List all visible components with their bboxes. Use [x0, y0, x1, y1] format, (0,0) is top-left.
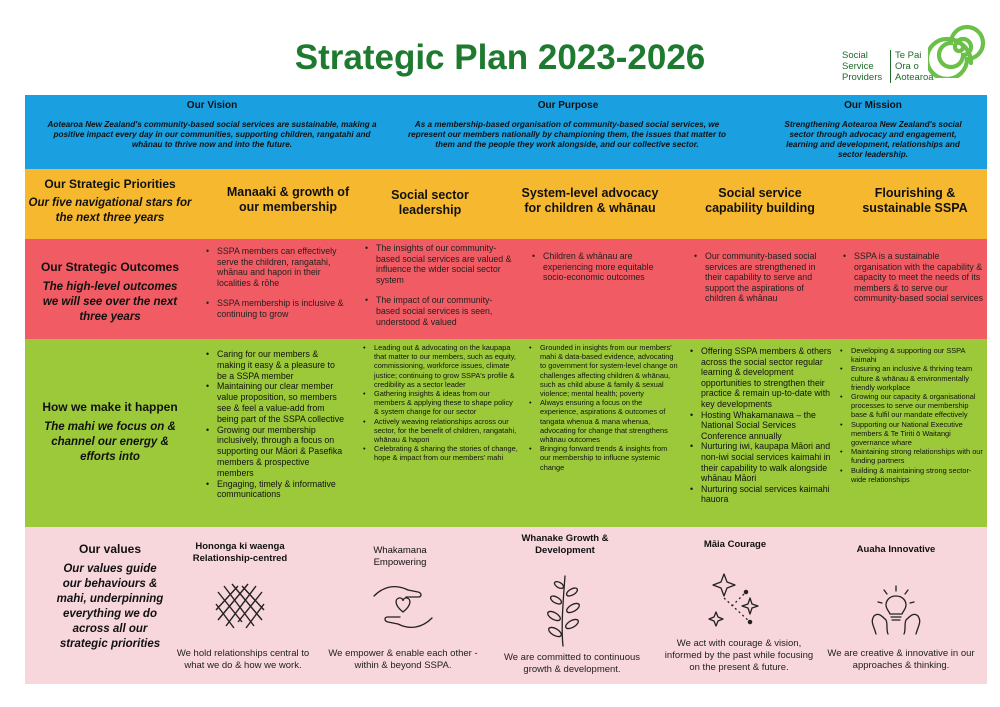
- outcomes-list-5: [843, 251, 985, 314]
- list-item: • Maintaining strong relationships with our funding partners: [840, 447, 986, 465]
- priorities-subtext: Our five navigational stars for the next three years: [28, 197, 192, 224]
- priority-column-4: Social service capability building: [705, 186, 815, 215]
- list-item: • Maintaining our clear member value proposition, so members see & feel a value-add from being part of the SSPA collective: [206, 381, 346, 424]
- value-name-innovative: Auaha Innovative: [856, 544, 936, 555]
- value-desc-empowering: We empower & enable each other - within & beyond SSPA.: [328, 648, 478, 671]
- list-item: • Ensuring an inclusive & thriving team culture & whānau & environmentally friendly workplace: [840, 364, 986, 392]
- value-name-growth: Whanake Growth & Development: [521, 533, 609, 556]
- list-item: • Hosting Whakamanawa – the National Social Services Conference annually: [690, 410, 840, 442]
- list-item: • Growing our membership inclusively, through a focus on supporting our Māori & Pasefika members & prospective members: [206, 425, 346, 479]
- list-item: • Nurturing iwi, kaupapa Māori and non-iwi social services kaimahi in their capability to walk alongside whānau Māori: [690, 441, 840, 483]
- value-desc-relationship: We hold relationships central to what we do & how we work.: [176, 648, 310, 671]
- list-item: • Bringing forward trends & insights from our membership to influcne systemic change: [529, 444, 679, 472]
- outcomes-heading: Our Strategic Outcomes: [40, 260, 180, 274]
- list-item: • Nurturing social services kaimahi hauora: [690, 484, 840, 505]
- spiral-logo-icon: [928, 16, 990, 78]
- list-item: • SSPA is a sustainable organisation with the capability & capacity to meet the needs of its members & to serve our community-based social services: [843, 251, 985, 304]
- list-item: • The insights of our community-based social services are valued & influence the wider social sector system: [365, 243, 513, 285]
- outcomes-list-2: [365, 243, 513, 337]
- stars-icon: [706, 570, 768, 630]
- priority-column-2: Social sector leadership: [391, 188, 469, 217]
- list-item: • Celebrating & sharing the stories of change, hope & impact from our members' mahi: [363, 444, 518, 462]
- list-item: • Offering SSPA members & others across the social sector regular learning & development opportunities to strengthen their practice & remain up-to-date with key developments: [690, 346, 840, 410]
- list-item: • Actively weaving relationships across our sector, for the benefit of children, rangatahi, whānau & hapori: [363, 417, 518, 445]
- priorities-heading: Our Strategic Priorities: [44, 177, 176, 191]
- value-name-relationship: Hononga ki waenga Relationship-centred: [192, 541, 288, 564]
- value-desc-growth: We are committed to continuous growth & development.: [503, 652, 641, 675]
- hands-heart-icon: [370, 578, 436, 636]
- value-desc-courage: We act with courage & vision, informed by the past while focusing on the present & future.: [664, 638, 814, 673]
- how-list-3: [529, 343, 679, 472]
- priorities-label: [25, 177, 195, 226]
- outcomes-list-3: [532, 251, 672, 293]
- values-subtext: Our values guide our behaviours & mahi, underpinning everything we do across all our strategic priorities: [56, 563, 164, 650]
- how-list-4: [690, 346, 840, 505]
- list-item: • Gathering insights & ideas from our members & applying these to shape policy & system change for our sector: [363, 389, 518, 417]
- how-label: [25, 400, 195, 465]
- list-item: • SSPA membership is inclusive & continuing to grow: [206, 298, 354, 319]
- logo-text-maori: Te Pai Ora o Aotearoa: [890, 50, 934, 83]
- lightbulb-mind-icon: [864, 574, 928, 638]
- list-item: • SSPA members can effectively serve the children, rangatahi, whānau and hapori in their localities & rōhe: [206, 246, 354, 288]
- outcomes-label: [25, 260, 195, 325]
- list-item: • The impact of our community-based social services is seen, understood & valued: [365, 295, 513, 327]
- value-desc-innovative: We are creative & innovative in our approaches & thinking.: [827, 648, 975, 671]
- list-item: • Children & whānau are experiencing more equitable socio-economic outcomes: [532, 251, 672, 283]
- logo-text-english: Social Service Providers: [842, 50, 883, 83]
- how-list-5: [840, 346, 986, 484]
- list-item: • Grounded in insights from our members' mahi & data-based evidence, advocating to government for system-level change on challenges affecting children & whānau, such as child abuse & family & sexual violence; mental health; poverty: [529, 343, 679, 398]
- outcomes-list-4: [694, 251, 834, 314]
- how-list-2: [363, 343, 518, 463]
- list-item: • Building & maintaining strong sector-wide relationships: [840, 466, 986, 484]
- list-item: • Growing our capacity & organisational processes to serve our membership base & fulfil our mandate effectively: [840, 392, 986, 420]
- value-name-empowering: Whakamana Empowering: [373, 545, 427, 568]
- list-item: • Always ensuring a focus on the experience, aspirations & outcomes of tangata whenua & mana whenua, advocating for change that strengthens whānau outcomes: [529, 398, 679, 444]
- outcomes-list-1: [206, 246, 354, 330]
- purpose-text: As a membership-based organisation of community-based social services, we represent our members nationally by championing them, the issues that matter to them and the people they work alongside, and our collective sector.: [407, 120, 727, 149]
- priority-column-1: Manaaki & growth of our membership: [226, 185, 350, 214]
- outcomes-subtext: The high-level outcomes we will see over the next three years: [42, 281, 178, 323]
- list-item: • Leading out & advocating on the kaupapa that matter to our members, such as equity, commissioning, workforce issues, climate justice; continuing to grow SSPA's profile & credibility as a sector leader: [363, 343, 518, 389]
- how-list-1: [206, 349, 346, 500]
- vision-text: Aotearoa New Zealand's community-based social services are sustainable, making a positive impact every day in our communities, supporting children, rangatahi and whānau to thrive now and into the future.: [47, 120, 377, 149]
- list-item: • Supporting our National Executive members & Te Tiriti ō Waitangi governance whare: [840, 420, 986, 448]
- value-name-courage: Māia Courage: [703, 539, 767, 550]
- list-item: • Our community-based social services are strengthened in their capability to serve and support the aspirations of children & whānau: [694, 251, 834, 304]
- how-heading: How we make it happen: [42, 400, 178, 414]
- weave-icon: [212, 582, 268, 632]
- how-subtext: The mahi we focus on & channel our energy & efforts into: [44, 421, 176, 463]
- sspa-logo: [842, 16, 992, 86]
- priority-column-3: System-level advocacy for children & whānau: [521, 186, 659, 215]
- list-item: • Engaging, timely & informative communications: [206, 479, 346, 501]
- values-label: [25, 542, 195, 652]
- fern-icon: [535, 572, 591, 648]
- list-item: • Caring for our members & making it easy & a pleasure to be a SSPA member: [206, 349, 346, 381]
- list-item: • Developing & supporting our SSPA kaimahi: [840, 346, 986, 364]
- page-title: Strategic Plan 2023-2026: [294, 38, 706, 77]
- mission-text: Strengthening Aotearoa New Zealand's social sector through advocacy and engagement, learning and development, relationships and sector leadership.: [784, 120, 962, 159]
- values-heading: Our values: [78, 542, 142, 556]
- purpose-heading: Our Purpose: [537, 100, 599, 111]
- vision-heading: Our Vision: [186, 100, 238, 111]
- priority-column-5: Flourishing & sustainable SSPA: [862, 186, 968, 215]
- mission-heading: Our Mission: [844, 100, 902, 111]
